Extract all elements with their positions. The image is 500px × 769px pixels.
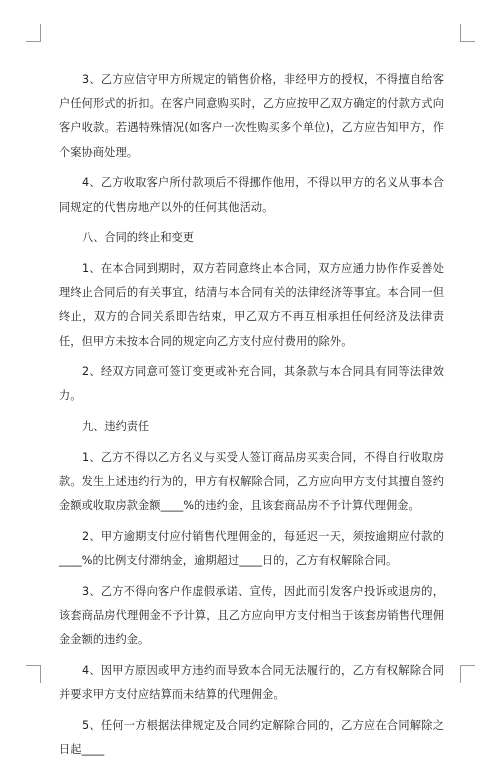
clause-paragraph: 1、在本合同到期时，双方若同意终止本合同，双方应通力协作作妥善处理终止合同后的有关事宜，结清与本合同有关的法律经济等事宜。本合同一但终止，双方的合同关系即告结束，甲乙双方不再互相承担任何经济及法律责任，但甲方未按本合同的规定向乙方支付应付费用的除外。 (59, 261, 444, 348)
section-heading: 八、合同的终止和变更 (82, 231, 194, 245)
clause-paragraph: 4、因甲方原因或甲方违约而导致本合同无法履行的，乙方有权解除合同并要求甲方支付应结算而未结算的代理佣金。 (59, 663, 444, 702)
clause-paragraph: 2、经双方同意可签订变更或补充合同，其条款与本合同具有同等法律效力。 (59, 365, 444, 403)
clause-paragraph: 3、乙方应信守甲方所规定的销售价格，非经甲方的授权，不得擅自给客户任何形式的折扣。在客户同意购买时，乙方应按甲乙双方确定的付款方式向客户收款。若遇特殊情况(如客户一次性购买多个单位)，乙方应告知甲方，作个案协商处理。 (59, 73, 444, 159)
corner-mark-bottom-right-v (460, 665, 461, 683)
corner-mark-bottom-left-h (26, 665, 41, 666)
section-heading: 九、违约责任 (82, 420, 150, 434)
corner-mark-bottom-left-v (40, 665, 41, 683)
clause-paragraph: 4、乙方收取客户所付款项后不得挪作他用，不得以甲方的名义从事本合同规定的代售房地产以外的任何其他活动。 (59, 176, 444, 214)
corner-mark-top-right-h (460, 41, 475, 42)
corner-mark-top-left-v (40, 24, 41, 42)
corner-mark-top-left-h (26, 41, 41, 42)
corner-mark-top-right-v (460, 24, 461, 42)
clause-paragraph: 1、乙方不得以乙方名义与买受人签订商品房买卖合同，不得自行收取房款。发生上述违约行为的，甲方有权解除合同，乙方应向甲方支付其擅自签约金额或收取房款金额____%的违约金，且该套商品房不予计算代理佣金。 (59, 450, 444, 513)
clause-paragraph: 2、甲方逾期支付应付销售代理佣金的，每延迟一天，须按逾期应付款的____%的比例支付滞纳金，逾期超过____日的，乙方有权解除合同。 (59, 529, 444, 568)
clause-paragraph: 3、乙方不得向客户作虚假承诺、宣传，因此而引发客户投诉或退房的，该套商品房代理佣金不予计算，且乙方应向甲方支付相当于该套房销售代理佣金金额的违约金。 (59, 584, 444, 647)
clause-paragraph: 5、任何一方根据法律规定及合同约定解除合同的，乙方应在合同解除之日起____ (59, 718, 444, 757)
corner-mark-bottom-right-h (460, 665, 475, 666)
document-body (59, 68, 444, 769)
